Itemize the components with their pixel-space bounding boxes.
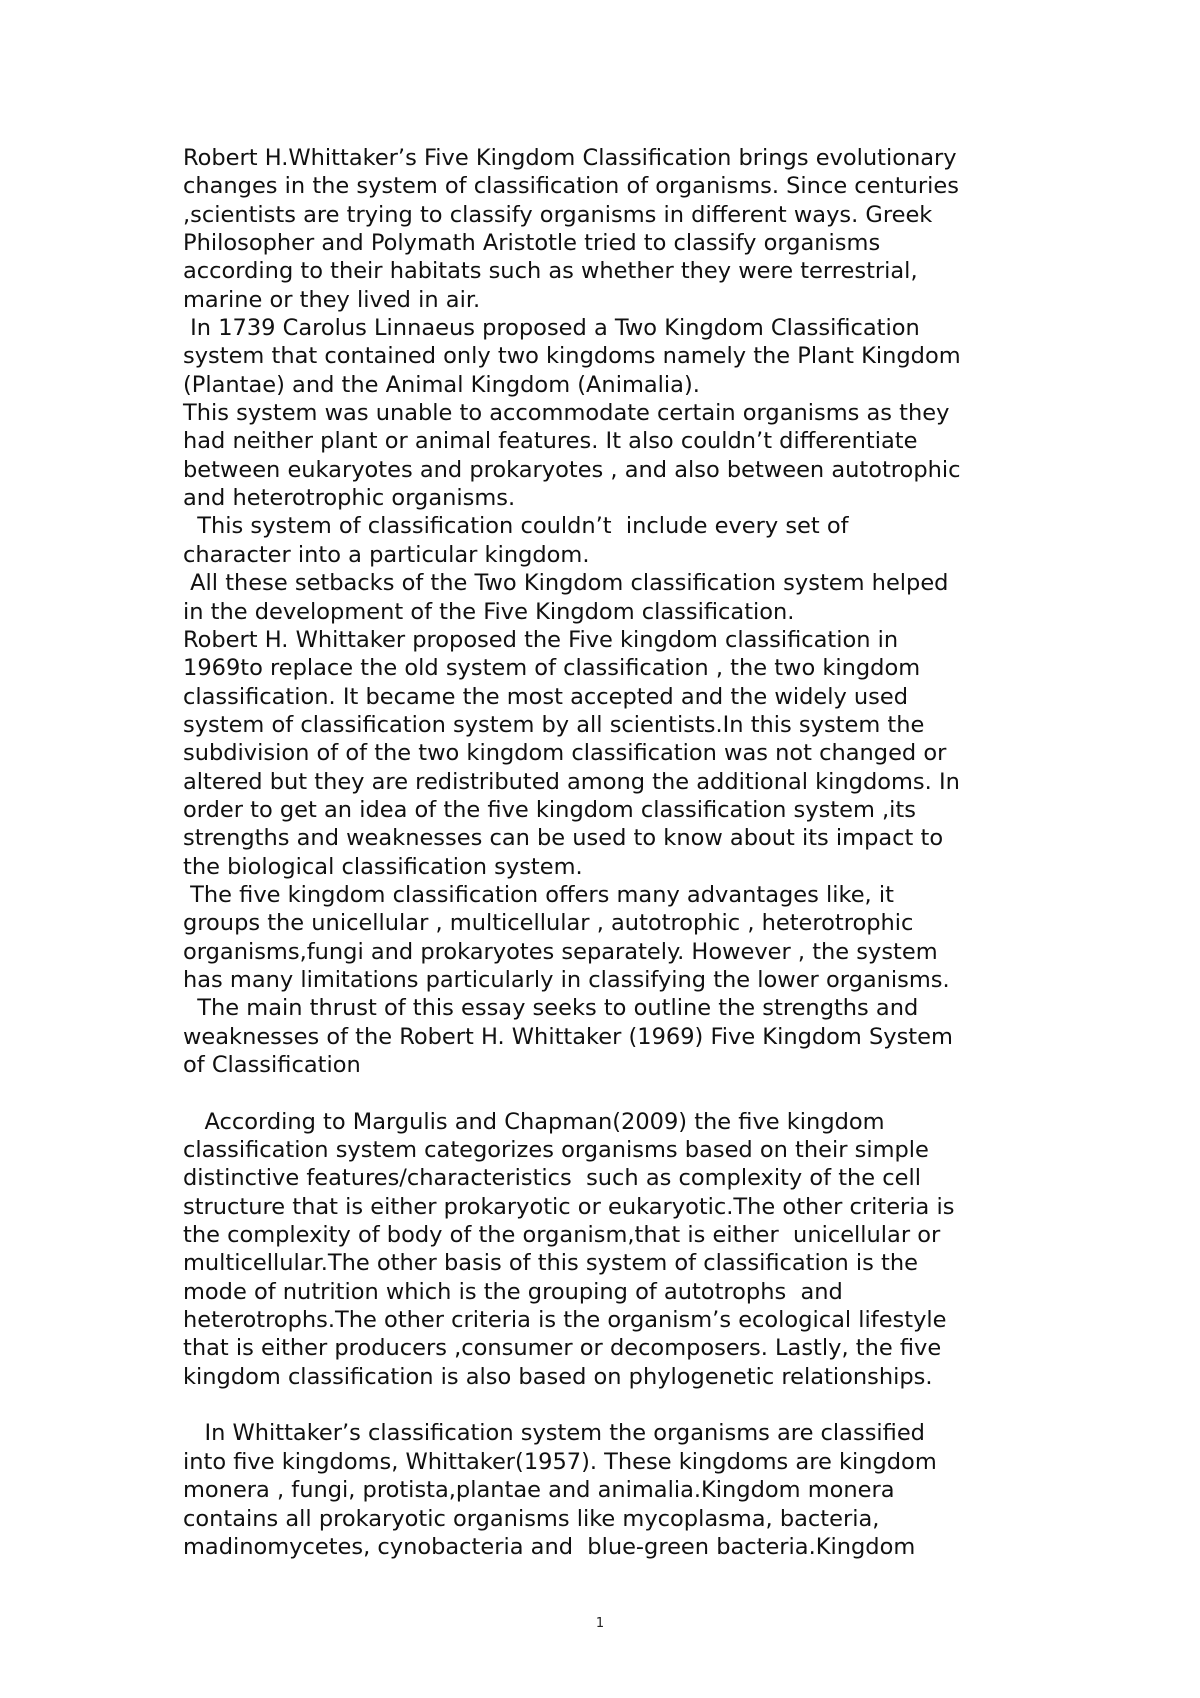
text-line: This system of classification couldn’t include every set of [183, 513, 849, 540]
text-line: groups the unicellular , multicellular , autotrophic , heterotrophic [183, 910, 914, 937]
text-line: contains all prokaryotic organisms like mycoplasma, bacteria, [183, 1505, 880, 1532]
text-line: 1969to replace the old system of classification , the two kingdom [183, 655, 921, 682]
text-line: ,scientists are trying to classify organisms in different ways. Greek [183, 201, 933, 228]
text-line: mode of nutrition which is the grouping of autotrophs and [183, 1278, 843, 1305]
text-line: distinctive features/characteristics such as complexity of the cell [183, 1165, 922, 1192]
text-line: according to their habitats such as whether they were terrestrial, [183, 258, 918, 285]
text-line: kingdom classification is also based on phylogenetic relationships. [183, 1363, 933, 1390]
text-line: of Classification [183, 1052, 361, 1078]
text-line: classification system categorizes organisms based on their simple [183, 1137, 929, 1164]
text-line: character into a particular kingdom. [183, 541, 590, 568]
text-line: In Whittaker’s classification system the organisms are classified [183, 1420, 925, 1447]
text-line: According to Margulis and Chapman(2009) the five kingdom [183, 1108, 885, 1135]
text-line: weaknesses of the Robert H. Whittaker (1969) Five Kingdom System [183, 1023, 953, 1050]
text-line: marine or they lived in air. [183, 286, 481, 313]
text-line: altered but they are redistributed among the additional kingdoms. In [183, 768, 960, 795]
text-line: the complexity of body of the organism,that is either unicellular or [183, 1222, 941, 1249]
text-line: The five kingdom classification offers many advantages like, it [183, 881, 894, 908]
text-line: multicellular.The other basis of this system of classification is the [183, 1250, 918, 1277]
text-line: between eukaryotes and prokaryotes , and also between autotrophic [183, 456, 961, 483]
text-line: This system was unable to accommodate certain organisms as they [183, 400, 950, 427]
text-line: had neither plant or animal features. It also couldn’t differentiate [183, 428, 918, 455]
text-line: changes in the system of classification of organisms. Since centuries [183, 173, 959, 200]
text-line: system that contained only two kingdoms namely the Plant Kingdom [183, 343, 961, 370]
text-line: madinomycetes, cynobacteria and blue-green bacteria.Kingdom [183, 1533, 916, 1560]
text-line: into five kingdoms, Whittaker(1957). These kingdoms are kingdom [183, 1448, 937, 1475]
text-line: subdivision of of the two kingdom classification was not changed or [183, 740, 947, 767]
text-line [183, 1079, 1083, 1107]
text-line: All these setbacks of the Two Kingdom classification system helped [183, 570, 949, 597]
text-line: The main thrust of this essay seeks to outline the strengths and [183, 995, 919, 1022]
text-line: system of classification system by all scientists.In this system the [183, 711, 925, 738]
text-line: Robert H. Whittaker proposed the Five kingdom classification in [183, 626, 899, 653]
text-line: (Plantae) and the Animal Kingdom (Animalia). [183, 371, 700, 398]
text-line: the biological classification system. [183, 853, 583, 880]
text-line: heterotrophs.The other criteria is the organism’s ecological lifestyle [183, 1307, 947, 1334]
text-line: in the development of the Five Kingdom classification. [183, 598, 795, 625]
page-number: 1 [595, 1616, 605, 1631]
text-line: classification. It became the most accepted and the widely used [183, 683, 909, 710]
text-line: strengths and weaknesses can be used to know about its impact to [183, 825, 944, 852]
text-line: and heterotrophic organisms. [183, 485, 516, 512]
text-line: that is either producers ,consumer or decomposers. Lastly, the five [183, 1335, 942, 1362]
text-line: In 1739 Carolus Linnaeus proposed a Two Kingdom Classification [183, 315, 920, 342]
text-line: has many limitations particularly in classifying the lower organisms. [183, 966, 950, 993]
text-line: monera , fungi, protista,plantae and animalia.Kingdom monera [183, 1477, 895, 1504]
body-text [183, 144, 1083, 1561]
text-line: Robert H.Whittaker’s Five Kingdom Classification brings evolutionary [183, 145, 957, 171]
text-line [183, 1391, 1083, 1419]
text-line: Philosopher and Polymath Aristotle tried to classify organisms [183, 230, 881, 257]
text-line: order to get an idea of the five kingdom classification system ,its [183, 796, 916, 823]
text-line: organisms,fungi and prokaryotes separately. However , the system [183, 938, 938, 965]
text-line: structure that is either prokaryotic or eukaryotic.The other criteria is [183, 1193, 955, 1220]
